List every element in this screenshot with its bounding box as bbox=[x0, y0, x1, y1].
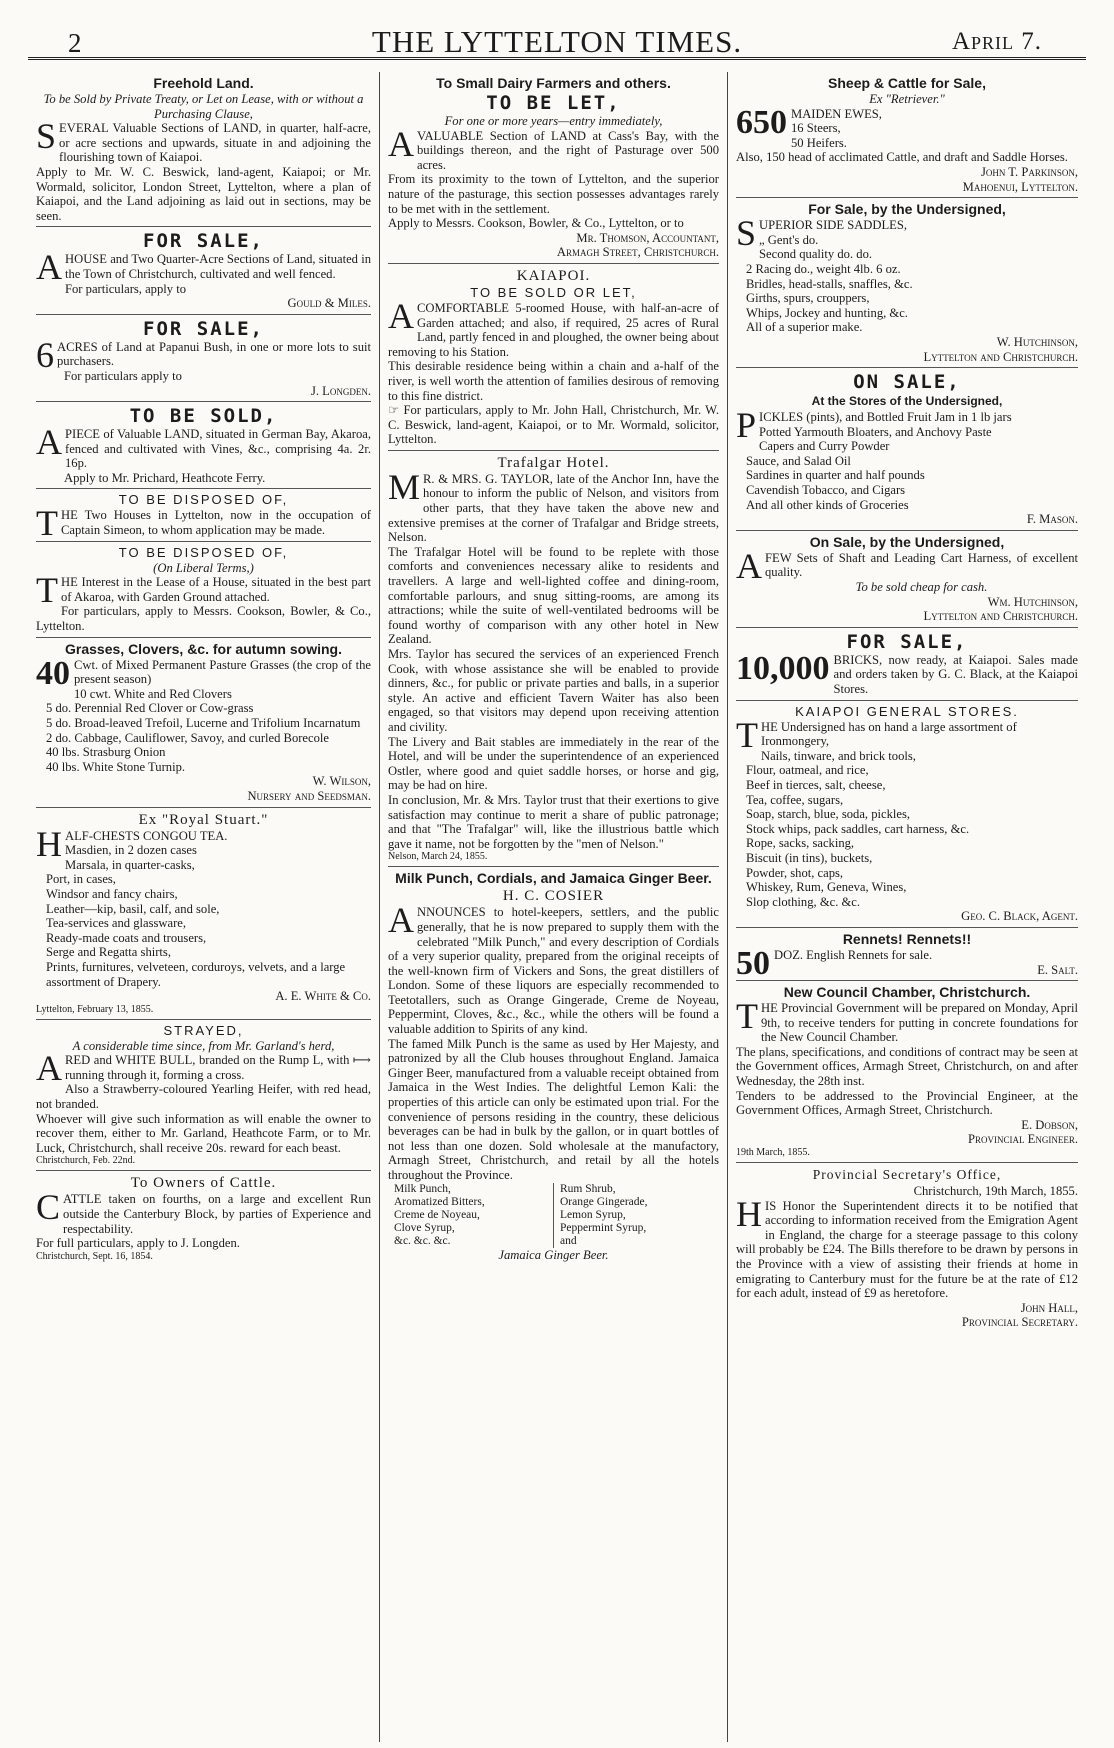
product-list-right bbox=[554, 1183, 719, 1248]
list-item: 40 lbs. Strasburg Onion bbox=[46, 745, 166, 760]
ad-heading: ALF-CHESTS CONGOU TEA. bbox=[65, 828, 228, 843]
list-item: Soap, starch, blue, soda, pickles, bbox=[746, 807, 911, 822]
ad-body: VALUABLE Section of LAND at Cass's Bay, with the buildings thereon, and the right of Pasturage over 500 acres. bbox=[417, 128, 719, 172]
ad-dateline: 19th March, 1855. bbox=[736, 1147, 810, 1159]
drop-cap: S bbox=[736, 213, 757, 254]
list-item: Sardines in quarter and half pounds bbox=[746, 468, 925, 483]
ad-harness bbox=[736, 531, 1078, 628]
ad-title-2: TO BE LET, bbox=[486, 92, 621, 114]
newspaper-title: THE LYTTELTON TIMES. bbox=[371, 24, 743, 59]
ad-body: The plans, specifications, and conditions of contract may be seen at the Government offices, Armagh Street, Christchurch, on and after Wednesday, the 28th inst. bbox=[736, 1044, 1078, 1089]
list-item: Port, in cases, bbox=[46, 872, 116, 887]
ad-sheep-cattle bbox=[736, 72, 1078, 198]
list-item: Peppermint Syrup, bbox=[560, 1221, 647, 1234]
ad-body: DOZ. English Rennets for sale. bbox=[774, 947, 933, 962]
ad-apply: For full particulars, apply to J. Longden. bbox=[36, 1236, 240, 1251]
big-number: 50 bbox=[736, 944, 770, 982]
drop-cap: T bbox=[736, 714, 758, 755]
ad-body: In conclusion, Mr. & Mrs. Taylor trust that their exertions to give satisfaction may continue to merit a share of public patronage; and that "The Trafalgar" will, like the illustrious battle which gave it name, not be forgotten by the "men of Nelson." bbox=[388, 792, 719, 851]
ad-title: TO BE DISPOSED OF, bbox=[118, 544, 289, 560]
ad-disposed-houses bbox=[36, 489, 371, 544]
list-item: 5 do. Perennial Red Clover or Cow-grass bbox=[46, 701, 254, 716]
drop-cap: S bbox=[36, 116, 57, 157]
drop-cap: A bbox=[388, 123, 414, 164]
list-item: Capers and Curry Powder bbox=[759, 439, 890, 454]
ad-body: ☞ For particulars, apply to Mr. John Hall, Christchurch, Mr. W. C. Beswick, land-agent, Kaiapoi, or to Mr. Wormald, solicitor, Lyttelton. bbox=[388, 403, 719, 447]
list-item: Tea, coffee, sugars, bbox=[746, 792, 844, 807]
ad-signature: E. Salt. bbox=[1037, 962, 1078, 977]
column-2 bbox=[380, 72, 728, 1742]
ad-signature: W. Wilson, bbox=[312, 774, 371, 789]
ad-body: HE Two Houses in Lyttelton, now in the occupation of Captain Simeon, to whom application may be made. bbox=[61, 508, 371, 538]
ad-body: Apply to Mr. W. C. Beswick, land-agent, Kaiapoi; or Mr. Wormald, solicitor, London Street, Lyttelton, where a plan of Kaiapoi, and the Land adjoining as laid out in sections, may be seen. bbox=[36, 164, 371, 223]
list-item: Whiskey, Rum, Geneva, Wines, bbox=[746, 880, 907, 895]
ad-title: Freehold Land. bbox=[153, 75, 254, 91]
ad-title: KAIAPOI. bbox=[516, 267, 591, 284]
ad-body: HE Interest in the Lease of a House, situated in the best part of Akaroa, with Garden Ground attached. bbox=[61, 575, 371, 604]
list-item: Orange Gingerade, bbox=[560, 1195, 648, 1208]
list-item: 10 cwt. White and Red Clovers bbox=[74, 686, 232, 701]
ad-apply: For particulars, apply to bbox=[65, 281, 187, 296]
ad-to-be-sold bbox=[36, 402, 371, 489]
ad-body: RED and WHITE BULL, branded on the Rump L, with ⟼ running through it, forming a cross. bbox=[65, 1053, 371, 1082]
list-item: Beef in tierces, salt, cheese, bbox=[746, 777, 886, 792]
ad-signature-line2: Provincial Engineer. bbox=[968, 1132, 1078, 1147]
ad-body: ACRES of Land at Papanui Bush, in one or more lots to suit purchasers. bbox=[57, 339, 371, 369]
list-item: 5 do. Broad-leaved Trefoil, Lucerne and Trifolium Incarnatum bbox=[46, 716, 361, 730]
ad-apply: For particulars, apply to Messrs. Cookson, Bowler, & Co., Lyttelton. bbox=[36, 604, 371, 634]
ad-title: FOR SALE, bbox=[143, 317, 264, 340]
ad-council-chamber bbox=[736, 981, 1078, 1163]
list-item: Masdien, in 2 dozen cases bbox=[65, 843, 197, 858]
issue-date: April 7. bbox=[951, 28, 1042, 55]
ad-body: From its proximity to the town of Lyttelton, and the superior nature of the pasturage, this section possesses advantages rarely to be met with in the settlement. bbox=[388, 172, 719, 216]
list-item: Leather—kip, basil, calf, and sole, bbox=[46, 901, 220, 916]
list-item: Nails, tinware, and brick tools, bbox=[761, 748, 916, 763]
ad-title: For Sale, by the Undersigned, bbox=[808, 201, 1006, 218]
ad-signature: E. Dobson, bbox=[1021, 1117, 1078, 1132]
ad-body: Cwt. of Mixed Permanent Pasture Grasses (the crop of the present season) bbox=[74, 657, 371, 687]
ad-dateline: Christchurch, Feb. 22nd. bbox=[36, 1155, 136, 1167]
ad-kaiapoi-stores bbox=[736, 701, 1078, 928]
drop-cap: A bbox=[388, 900, 414, 941]
list-item: 40 lbs. White Stone Turnip. bbox=[46, 759, 186, 774]
ad-title: KAIAPOI GENERAL STORES. bbox=[795, 703, 1019, 719]
list-item: Flour, oatmeal, and rice, bbox=[746, 763, 869, 778]
ad-body: The Trafalgar Hotel will be found to be replete with those comforts and conveniences necessary alike to residents and travellers. A large and well-lighted coffee and dining-room, comfortable parlours, and snug sitting-rooms, are among its attractions; while the suite of well-ventilated bedrooms will be found worthy of comparison with any other hotel in New Zealand. bbox=[388, 544, 719, 647]
ad-title-2: H. C. COSIER bbox=[502, 888, 605, 905]
list-item: „ Gent's do. bbox=[759, 232, 819, 247]
list-item: Creme de Noyeau, bbox=[394, 1208, 480, 1221]
ad-provincial-secretary bbox=[736, 1163, 1078, 1333]
list-item: Windsor and fancy chairs, bbox=[46, 886, 178, 901]
drop-cap: P bbox=[736, 405, 757, 446]
ad-signature-line2: Mahoenui, Lyttelton. bbox=[962, 179, 1078, 194]
page-number: 2 bbox=[68, 28, 82, 58]
ad-body: ATTLE taken on fourths, on a large and excellent Run outside the Canterbury Block, by parties of Experience and respectability. bbox=[63, 1192, 371, 1236]
ad-body: Also, 150 head of acclimated Cattle, and draft and Saddle Horses. bbox=[736, 150, 1068, 165]
ad-body: HOUSE and Two Quarter-Acre Sections of Land, situated in the Town of Christchurch, cultivated and well fenced. bbox=[65, 252, 371, 281]
ad-signature-line2: Lyttelton and Christchurch. bbox=[923, 609, 1078, 624]
drop-cap: M bbox=[388, 466, 421, 507]
ad-signature: W. Hutchinson, bbox=[996, 334, 1078, 349]
ad-strayed bbox=[36, 1020, 371, 1172]
ad-on-sale-groceries bbox=[736, 368, 1078, 531]
ad-title: Trafalgar Hotel. bbox=[497, 454, 610, 471]
ad-body: HE Provincial Government will be prepared on Monday, April 9th, to receive tenders for putting in concrete foundations for the New Council Chamber. bbox=[761, 1001, 1078, 1045]
ad-freehold-land bbox=[36, 72, 371, 227]
ad-title: New Council Chamber, Christchurch. bbox=[783, 984, 1031, 1001]
column-3 bbox=[728, 72, 1086, 1742]
ad-milk-punch bbox=[388, 867, 719, 1265]
ad-signature: Geo. C. Black, Agent. bbox=[961, 909, 1078, 924]
list-item: Whips, Jockey and hunting, &c. bbox=[746, 305, 908, 320]
ad-subtitle: A considerable time since, from Mr. Garland's herd, bbox=[72, 1038, 335, 1053]
ad-apply: For particulars apply to bbox=[64, 368, 182, 383]
list-item: Prints, furnitures, velveteen, corduroys, velvets, and a large assortment of Drapery. bbox=[46, 959, 346, 989]
ad-subtitle: At the Stores of the Undersigned, bbox=[811, 394, 1003, 409]
ad-signature: Gould & Miles. bbox=[287, 296, 371, 311]
ad-title: Milk Punch, Cordials, and Jamaica Ginger Beer. bbox=[395, 870, 712, 887]
ad-signature: John Hall, bbox=[1020, 1300, 1078, 1315]
ad-dairy-farmers bbox=[388, 72, 719, 264]
product-list-left bbox=[388, 1183, 554, 1248]
ad-for-sale-acres bbox=[36, 315, 371, 402]
ad-subtitle: Ex "Retriever." bbox=[869, 92, 945, 106]
ad-body: Whoever will give such information as will enable the owner to recover them, either to Mr. Garland, Heathcote Farm, or to Mr. Luck, Christchurch, shall receive 20s. reward for each beast. bbox=[36, 1111, 371, 1155]
list-item: Clove Syrup, bbox=[394, 1221, 455, 1234]
list-item: Powder, shot, caps, bbox=[746, 865, 844, 880]
ad-title: FOR SALE, bbox=[143, 230, 264, 253]
ad-signature: John T. Parkinson, bbox=[980, 164, 1078, 179]
ad-body: PIECE of Valuable LAND, situated in German Bay, Akaroa, fenced and cultivated with Vines, &c., comprising 4a. 2r. 16p. bbox=[65, 427, 371, 471]
drop-cap: A bbox=[736, 545, 762, 586]
masthead bbox=[28, 22, 1086, 60]
ad-dateline: Christchurch, Sept. 16, 1854. bbox=[36, 1250, 153, 1262]
ad-body: Mrs. Taylor has secured the services of an experienced French Cook, with whose assistance she will be enabled to provide dinners, &c., for public or private parties and balls, in a superior style. An active and efficient Tavern Waiter has also been engaged, so that visitors may depend upon receiving attention and civility. bbox=[388, 647, 719, 734]
list-item: Tea-services and glassware, bbox=[46, 916, 187, 931]
ad-dateline: Lyttelton, February 13, 1855. bbox=[36, 1003, 154, 1015]
list-item: 16 Steers, bbox=[791, 121, 841, 136]
ad-signature-line2: Lyttelton and Christchurch. bbox=[923, 349, 1078, 364]
list-item: Bridles, head-stalls, snaffles, &c. bbox=[746, 276, 913, 291]
list-item: and bbox=[560, 1234, 577, 1247]
ad-title: Sheep & Cattle for Sale, bbox=[828, 75, 986, 91]
ad-body: EVERAL Valuable Sections of LAND, in quarter, half-acre, or acre sections and upwards, situate in and adjoining the flourishing town of Kaiapoi. bbox=[59, 121, 371, 165]
ad-title-2: Christchurch, 19th March, 1855. bbox=[913, 1184, 1078, 1199]
ad-body: IS Honor the Superintendent directs it to be notified that according to information received from the Emigration Agent in England, the charge for a steerage passage to this colony will probably be £24. The Bills therefore to be drawn by persons in the Province with a view of assisting their friends at home in emigrating to Canterbury must for the future be at the rate of £12 for each adult, instead of £9 as heretofore. bbox=[736, 1198, 1078, 1301]
ad-tail: Jamaica Ginger Beer. bbox=[498, 1247, 609, 1262]
ad-signature-line2: Provincial Secretary. bbox=[961, 1315, 1078, 1330]
ad-rennets bbox=[736, 928, 1078, 981]
ad-body: BRICKS, now ready, at Kaiapoi. Sales made and orders taken by G. C. Black, at the Kaiapoi Stores. bbox=[833, 652, 1078, 696]
ad-heading: ICKLES (pints), and Bottled Fruit Jam in 1 lb jars bbox=[759, 410, 1012, 425]
list-item: 50 Heifers. bbox=[791, 135, 847, 150]
ad-signature: Mr. Thomson, Accountant, bbox=[576, 230, 719, 245]
list-item: Ready-made coats and trousers, bbox=[46, 930, 207, 945]
drop-cap: A bbox=[36, 247, 62, 288]
list-item: Milk Punch, bbox=[394, 1182, 451, 1195]
ad-title: To Owners of Cattle. bbox=[130, 1175, 277, 1192]
ad-grasses bbox=[36, 638, 371, 808]
list-item: Stock whips, pack saddles, cart harness, &c. bbox=[746, 821, 970, 836]
list-item: And all other kinds of Groceries bbox=[746, 497, 909, 512]
ad-signature: Wm. Hutchinson, bbox=[987, 594, 1078, 609]
ad-saddles bbox=[736, 198, 1078, 368]
ad-title: FOR SALE, bbox=[846, 630, 968, 653]
ad-heading: MAIDEN EWES, bbox=[791, 106, 882, 121]
ad-title: Rennets! Rennets!! bbox=[842, 930, 972, 947]
ad-body: R. & MRS. G. TAYLOR, late of the Anchor Inn, have the honour to inform the public of Nelson, and visitors from other parts, that they have taken the above new and extensive premises at the corner of Trafalgar and Bridge streets, Nelson. bbox=[388, 471, 719, 545]
list-item: Sauce, and Salad Oil bbox=[746, 453, 851, 468]
ad-body: Apply to Messrs. Cookson, Bowler, & Co., Lyttelton, or to bbox=[388, 216, 684, 231]
ad-body: Also a Strawberry-coloured Yearling Heifer, with red head, not branded. bbox=[36, 1082, 371, 1112]
ad-body: Tenders to be addressed to the Provincial Engineer, at the Government Offices, Armagh Street, Christchurch. bbox=[736, 1088, 1078, 1118]
drop-cap: T bbox=[36, 570, 58, 611]
list-item: Second quality do. do. bbox=[759, 247, 873, 262]
ad-signature: A. E. White & Co. bbox=[275, 989, 371, 1004]
list-item: Cavendish Tobacco, and Cigars bbox=[746, 483, 906, 498]
drop-cap: C bbox=[36, 1187, 61, 1228]
list-item: Rum Shrub, bbox=[560, 1182, 616, 1195]
ad-signature-line2: Armagh Street, Christchurch. bbox=[556, 245, 719, 260]
ad-royal-stuart bbox=[36, 808, 371, 1020]
ad-title: ON SALE, bbox=[853, 371, 961, 394]
drop-cap: A bbox=[36, 422, 62, 463]
list-item: Ironmongery, bbox=[761, 734, 830, 749]
drop-cap: T bbox=[36, 503, 58, 544]
column-1 bbox=[28, 72, 380, 1742]
ad-title-2: TO BE SOLD OR LET, bbox=[470, 284, 637, 300]
list-item: Lemon Syrup, bbox=[560, 1208, 626, 1221]
list-item: All of a superior make. bbox=[746, 320, 863, 335]
columns bbox=[28, 72, 1086, 1742]
ad-title: TO BE DISPOSED OF, bbox=[118, 492, 289, 508]
ad-body: The famed Milk Punch is the same as used by Her Majesty, and patronized by all the Club houses throughout England. Jamaica Ginger Beer, manufactured from a valuable receipt obtained from Jamaica in the West Indies. The delightful Lemon Kali: the properties of this article can only be estimated upon trial. For the convenience of persons residing in the country, these delicious beverages can be had in bulk by the gallon, or in quart bottles of not less than one dozen. Sold wholesale at the manufactory, Armagh Street, Christchurch, and retail by all the hotels throughout the Province. bbox=[388, 1036, 719, 1182]
drop-cap: A bbox=[388, 295, 414, 336]
ad-title: On Sale, by the Undersigned, bbox=[809, 533, 1005, 550]
list-item: Rope, sacks, sacking, bbox=[746, 836, 855, 851]
ad-title: To Small Dairy Farmers and others. bbox=[436, 75, 671, 91]
ad-body: NNOUNCES to hotel-keepers, settlers, and the public generally, that he is now prepared to supply them with the celebrated "Milk Punch," and every description of Cordials of a very superior quality, prepared from the original receipts of the well-known firm of Vickers and Sons, the great distillers of London. Some of these liquors are especially recommended to Teetotallers, such as Orange Gingerade, Creme de Noyeau, Peppermint, Cloves, &c., &c., while the others will be found a valuable addition to Spirits of any kind. bbox=[388, 905, 719, 1037]
list-item: Marsala, in quarter-casks, bbox=[65, 857, 195, 872]
list-item: 2 do. Cabbage, Cauliflower, Savoy, and curled Borecole bbox=[46, 730, 330, 745]
big-number: 10,000 bbox=[736, 649, 830, 687]
ad-title: Grasses, Clovers, &c. for autumn sowing. bbox=[65, 640, 342, 657]
ad-apply: Apply to Mr. Prichard, Heathcote Ferry. bbox=[64, 470, 266, 485]
list-item: Potted Yarmouth Bloaters, and Anchovy Paste bbox=[759, 424, 992, 439]
ad-owners-cattle bbox=[36, 1171, 371, 1265]
list-item: 2 Racing do., weight 4lb. 6 oz. bbox=[746, 261, 901, 276]
ad-heading: HE Undersigned has on hand a large assortment of bbox=[761, 719, 1017, 734]
ad-body: This desirable residence being within a chain and a-half of the river, is well worth the attention of families desirous of removing to this fine district. bbox=[388, 359, 719, 403]
drop-cap: H bbox=[736, 1193, 762, 1234]
big-number: 650 bbox=[736, 103, 787, 141]
ad-trafalgar-hotel bbox=[388, 451, 719, 867]
drop-cap: H bbox=[36, 823, 62, 864]
drop-cap: 6 bbox=[36, 334, 54, 375]
ad-for-sale-house bbox=[36, 227, 371, 314]
ad-signature-line2: Nursery and Seedsman. bbox=[247, 788, 371, 803]
ad-body: COMFORTABLE 5-roomed House, with half-an-acre of Garden attached; and also, if required, 25 acres of Rural Land, partly fenced in and ploughed, the owner being about removing to his Station. bbox=[388, 300, 719, 359]
ad-title: TO BE SOLD, bbox=[129, 405, 278, 428]
ad-bricks bbox=[736, 628, 1078, 701]
list-item: Serge and Regatta shirts, bbox=[46, 945, 171, 960]
ad-signature: J. Longden. bbox=[310, 383, 371, 398]
ad-kaiapoi bbox=[388, 264, 719, 451]
list-item: Girths, spurs, crouppers, bbox=[746, 291, 870, 306]
ad-subtitle: (On Liberal Terms,) bbox=[153, 560, 254, 575]
list-item: &c. &c. &c. bbox=[394, 1234, 451, 1247]
ad-title: Ex "Royal Stuart." bbox=[138, 811, 269, 828]
drop-cap: A bbox=[36, 1048, 62, 1089]
ad-signature: F. Mason. bbox=[1026, 512, 1078, 527]
ad-heading: UPERIOR SIDE SADDLES, bbox=[759, 218, 908, 233]
list-item: Slop clothing, &c. &c. bbox=[746, 894, 861, 909]
ad-subtitle: To be Sold by Private Treaty, or Let on Lease, with or without a Purchasing Clause, bbox=[43, 92, 364, 121]
ad-body: FEW Sets of Shaft and Leading Cart Harness, of excellent quality. bbox=[765, 550, 1078, 580]
ad-title: Provincial Secretary's Office, bbox=[812, 1167, 1002, 1183]
ad-subtitle: For one or more years—entry immediately, bbox=[444, 114, 663, 128]
list-item: Biscuit (in tins), buckets, bbox=[746, 850, 873, 865]
big-number: 40 bbox=[36, 654, 70, 692]
ad-dateline: Nelson, March 24, 1855. bbox=[388, 851, 488, 863]
ad-disposed-lease bbox=[36, 542, 371, 638]
product-list bbox=[388, 1183, 719, 1248]
ad-body: The Livery and Bait stables are immediately in the rear of the Hotel, and will be under the superintendence of an experienced Ostler, where good and quiet saddle horses, or horse and gig, may be had on hire. bbox=[388, 734, 719, 793]
ad-subline: To be sold cheap for cash. bbox=[855, 580, 988, 595]
list-item: Aromatized Bitters, bbox=[394, 1195, 485, 1208]
ad-title: STRAYED, bbox=[163, 1022, 244, 1038]
drop-cap: T bbox=[736, 996, 758, 1037]
